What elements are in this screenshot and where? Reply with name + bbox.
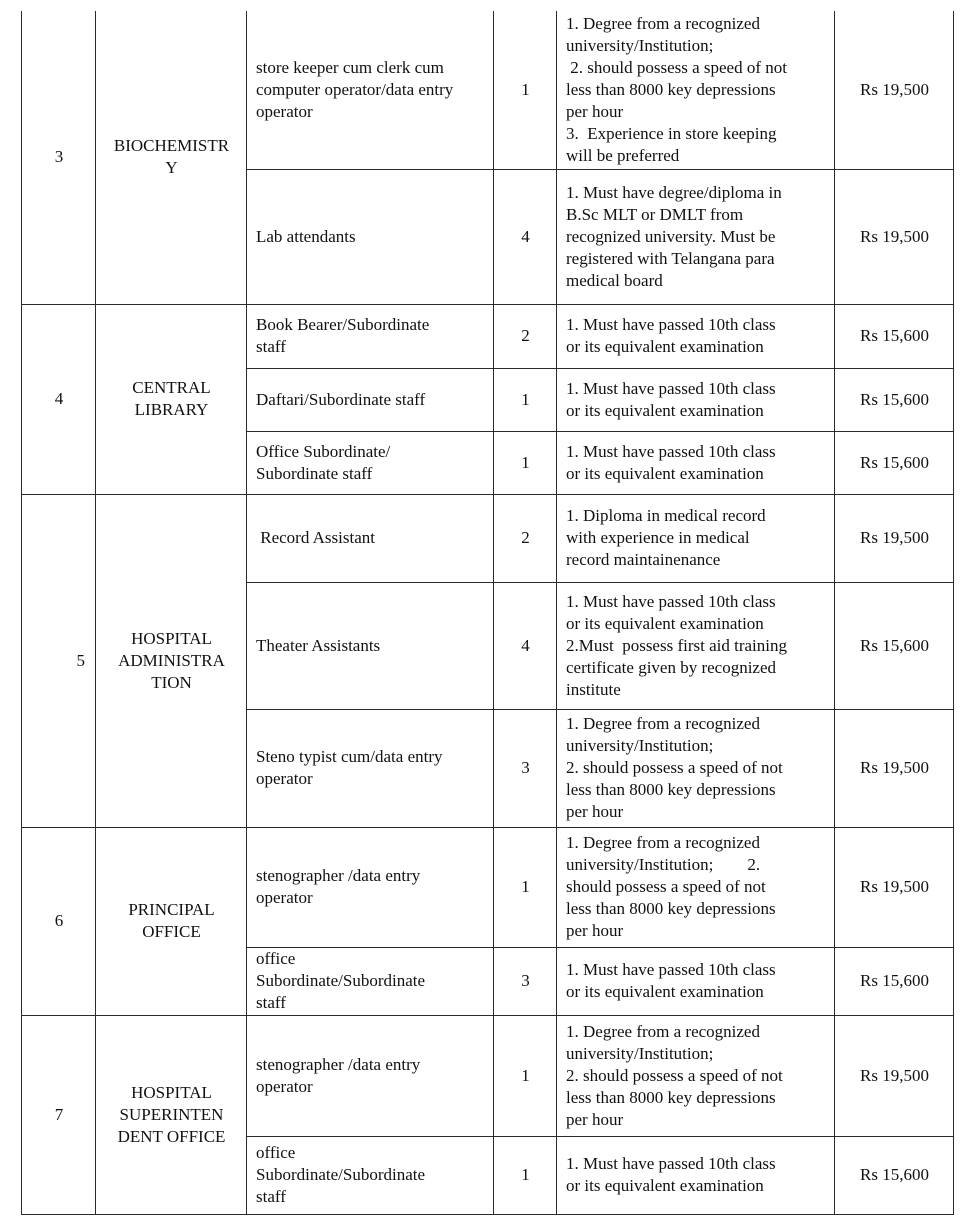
vacancy-count: 1 xyxy=(494,431,557,494)
pay-amount: Rs 19,500 xyxy=(835,827,954,947)
posts-table xyxy=(21,11,954,1215)
table-row xyxy=(22,827,954,947)
vacancy-count: 4 xyxy=(494,169,557,304)
serial-number: 3 xyxy=(22,11,96,304)
department-name: CENTRAL LIBRARY xyxy=(96,304,247,494)
department-name: HOSPITAL SUPERINTEN DENT OFFICE xyxy=(96,1015,247,1214)
post-name: office Subordinate/Subordinate staff xyxy=(247,947,494,1015)
pay-amount: Rs 15,600 xyxy=(835,431,954,494)
qualification: 1. Degree from a recognized university/Institution; 2. should possess a speed of not less than 8000 key depressions per hour xyxy=(557,827,835,947)
pay-amount: Rs 15,600 xyxy=(835,947,954,1015)
serial-number: 5 xyxy=(22,494,96,827)
post-name: store keeper cum clerk cum computer operator/data entry operator xyxy=(247,11,494,169)
vacancy-count: 1 xyxy=(494,1015,557,1136)
recruitment-table-container xyxy=(21,11,954,1215)
post-name: Office Subordinate/ Subordinate staff xyxy=(247,431,494,494)
qualification: 1. Must have passed 10th class or its equivalent examination xyxy=(557,1136,835,1214)
vacancy-count: 1 xyxy=(494,368,557,431)
post-name: Record Assistant xyxy=(247,494,494,582)
pay-amount: Rs 19,500 xyxy=(835,11,954,169)
qualification: 1. Must have passed 10th class or its equivalent examination xyxy=(557,431,835,494)
vacancy-count: 4 xyxy=(494,582,557,709)
table-row xyxy=(22,304,954,368)
serial-number: 4 xyxy=(22,304,96,494)
qualification: 1. Must have passed 10th class or its equivalent examination xyxy=(557,368,835,431)
vacancy-count: 1 xyxy=(494,11,557,169)
vacancy-count: 3 xyxy=(494,709,557,827)
qualification: 1. Degree from a recognized university/Institution; 2. should possess a speed of not less than 8000 key depressions per hour xyxy=(557,1015,835,1136)
post-name: Book Bearer/Subordinate staff xyxy=(247,304,494,368)
qualification: 1. Must have passed 10th class or its equivalent examination xyxy=(557,304,835,368)
pay-amount: Rs 19,500 xyxy=(835,1015,954,1136)
vacancy-count: 2 xyxy=(494,304,557,368)
qualification: 1. Degree from a recognized university/Institution; 2. should possess a speed of not less than 8000 key depressions per hour 3. Experience in store keeping will be preferred xyxy=(557,11,835,169)
pay-amount: Rs 19,500 xyxy=(835,494,954,582)
qualification: 1. Must have passed 10th class or its equivalent examination xyxy=(557,947,835,1015)
department-name: BIOCHEMISTR Y xyxy=(96,11,247,304)
pay-amount: Rs 15,600 xyxy=(835,304,954,368)
post-name: Theater Assistants xyxy=(247,582,494,709)
vacancy-count: 2 xyxy=(494,494,557,582)
post-name: stenographer /data entry operator xyxy=(247,1015,494,1136)
table-row xyxy=(22,1015,954,1136)
post-name: Steno typist cum/data entry operator xyxy=(247,709,494,827)
pay-amount: Rs 19,500 xyxy=(835,709,954,827)
qualification: 1. Must have passed 10th class or its equivalent examination 2.Must possess first aid training certificate given by recognized institute xyxy=(557,582,835,709)
vacancy-count: 3 xyxy=(494,947,557,1015)
pay-amount: Rs 15,600 xyxy=(835,1136,954,1214)
serial-number: 6 xyxy=(22,827,96,1015)
department-name: HOSPITAL ADMINISTRA TION xyxy=(96,494,247,827)
serial-number: 7 xyxy=(22,1015,96,1214)
pay-amount: Rs 19,500 xyxy=(835,169,954,304)
post-name: office Subordinate/Subordinate staff xyxy=(247,1136,494,1214)
table-row xyxy=(22,494,954,582)
qualification: 1. Must have degree/diploma in B.Sc MLT or DMLT from recognized university. Must be registered with Telangana para medical board xyxy=(557,169,835,304)
post-name: Lab attendants xyxy=(247,169,494,304)
vacancy-count: 1 xyxy=(494,1136,557,1214)
qualification: 1. Diploma in medical record with experience in medical record maintainenance xyxy=(557,494,835,582)
vacancy-count: 1 xyxy=(494,827,557,947)
table-row xyxy=(22,11,954,169)
pay-amount: Rs 15,600 xyxy=(835,582,954,709)
qualification: 1. Degree from a recognized university/Institution; 2. should possess a speed of not less than 8000 key depressions per hour xyxy=(557,709,835,827)
post-name: stenographer /data entry operator xyxy=(247,827,494,947)
pay-amount: Rs 15,600 xyxy=(835,368,954,431)
post-name: Daftari/Subordinate staff xyxy=(247,368,494,431)
department-name: PRINCIPAL OFFICE xyxy=(96,827,247,1015)
